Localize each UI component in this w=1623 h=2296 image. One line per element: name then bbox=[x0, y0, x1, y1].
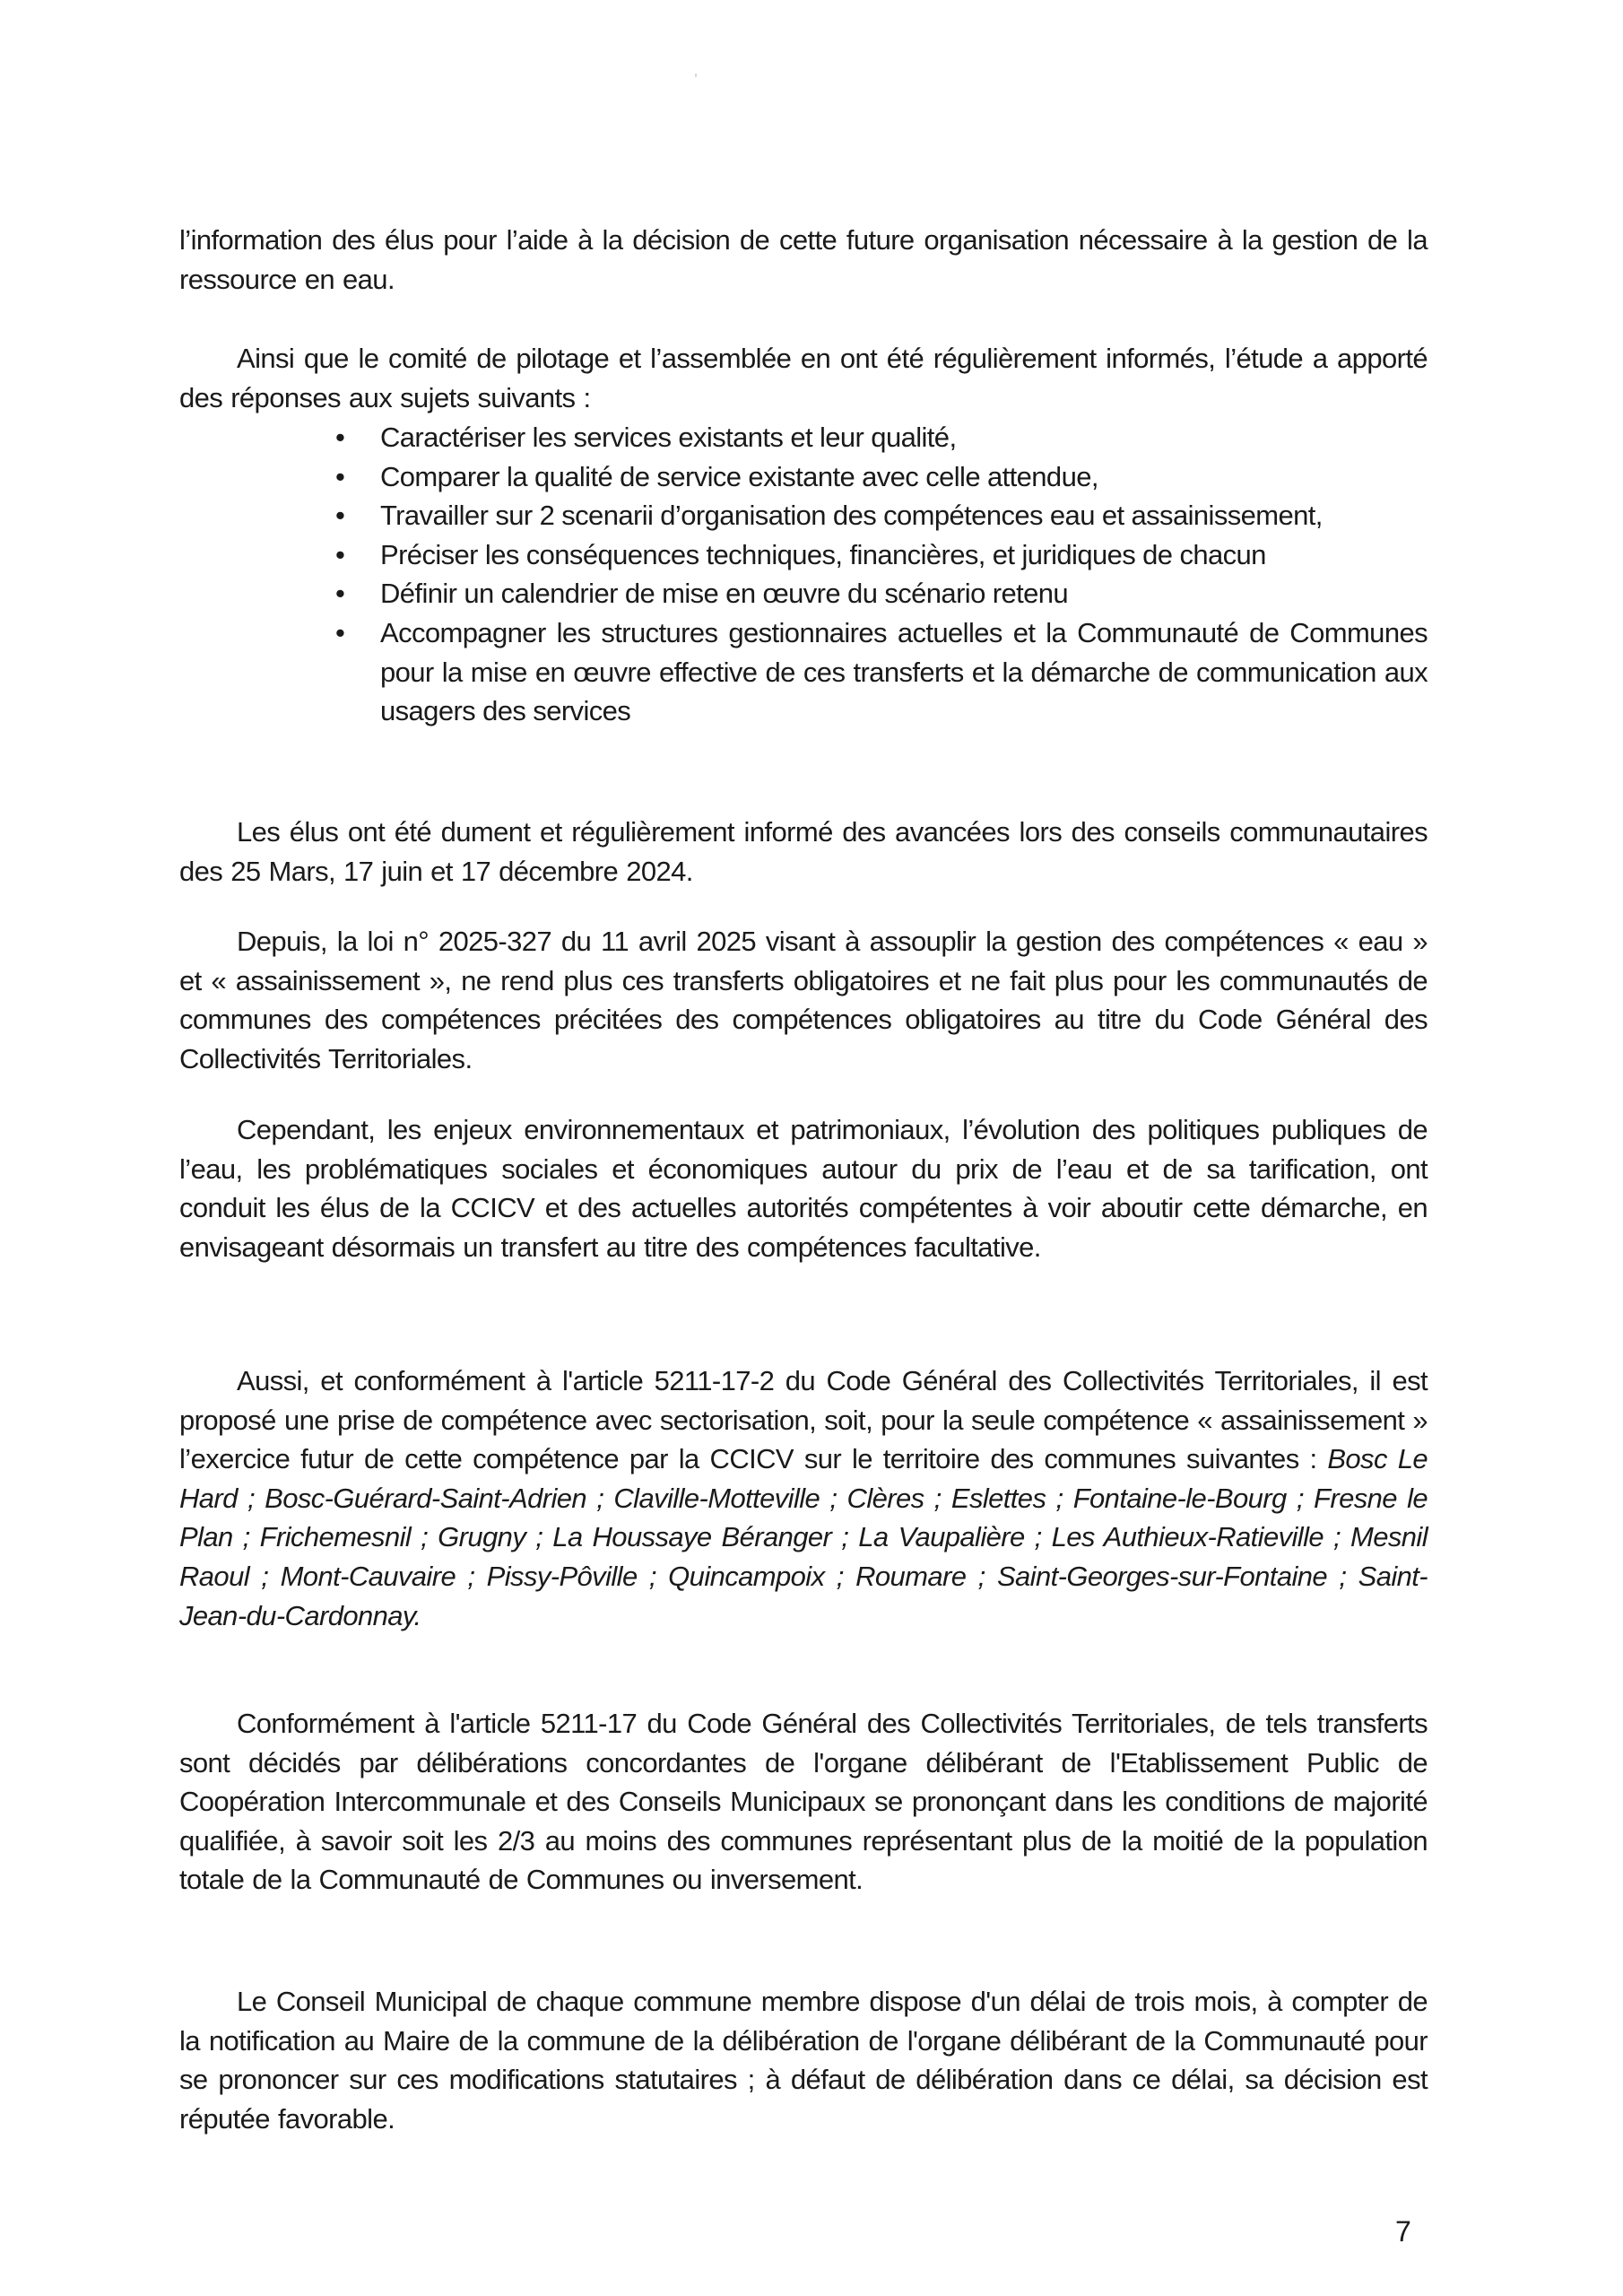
paragraph-majorite-qualifiee bbox=[179, 1704, 1428, 1900]
paragraph-elus-informes bbox=[179, 813, 1428, 891]
paragraph-text: Les élus ont été dument et régulièrement informé des avancées lors des conseils communautaires des 25 Mars, 17 juin et 17 décembre 2024. bbox=[179, 816, 1428, 887]
bullet-icon: • bbox=[335, 460, 345, 492]
bullet-icon: • bbox=[335, 616, 345, 648]
page-number: 7 bbox=[1395, 2215, 1411, 2248]
study-topics-list bbox=[334, 418, 1428, 731]
list-item: • Préciser les conséquences techniques, financières, et juridiques de chacun bbox=[334, 535, 1428, 575]
paragraph-text: Le Conseil Municipal de chaque commune membre dispose d'un délai de trois mois, à compter de la notification au Maire de la commune de la délibération de l'organe délibérant de la Communauté pour se prononcer sur ces modifications statutaires ; à défaut de délibération dans ce délai, sa décision est réputée favorable. bbox=[179, 1986, 1428, 2135]
paragraph-etude-intro bbox=[179, 339, 1428, 417]
paragraph-text: Conformément à l'article 5211-17 du Code Général des Collectivités Territoriales, de tels transferts sont décidés par délibérations concordantes de l'organe délibérant de l'Etablissement Public de Coopération Intercommunale et des Conseils Municipaux se prononçant dans les conditions de majorité qualifiée, à savoir soit les 2/3 au moins des communes représentant plus de la moitié de la population totale de la Communauté de Communes ou inversement. bbox=[179, 1708, 1428, 1896]
paragraph-information bbox=[179, 221, 1428, 299]
list-item: • Caractériser les services existants et leur qualité, bbox=[334, 418, 1428, 457]
paragraph-text: Depuis, la loi n° 2025-327 du 11 avril 2025 visant à assouplir la gestion des compétences « eau » et « assainissement », ne rend plus ces transferts obligatoires et ne fait plus pour les communautés de communes des compétences précitées des compétences obligatoires au titre du Code Général des Collectivités Territoriales. bbox=[179, 926, 1428, 1074]
list-item: • Définir un calendrier de mise en œuvre du scénario retenu bbox=[334, 574, 1428, 613]
list-item: • Comparer la qualité de service existante avec celle attendue, bbox=[334, 457, 1428, 497]
communes-list: Bosc Le Hard ; Bosc-Guérard-Saint-Adrien ; Claville-Motteville ; Clères ; Eslettes ; Fontaine-le-Bourg ; Fresne le Plan ; Frichemesnil ; Grugny ; La Houssaye Béranger ; La Vaupalière ; Les Authieux-Ratieville ; Mesnil Raoul ; Mont-Cauvaire ; Pissy-Pôville ; Quincampoix ; Roumare ; Saint-Georges-sur-Fontaine ; Saint-Jean-du-Cardonnay. bbox=[179, 1443, 1428, 1631]
list-item: • Travailler sur 2 scenarii d’organisation des compétences eau et assainissement, bbox=[334, 496, 1428, 535]
paragraph-enjeux bbox=[179, 1110, 1428, 1266]
paragraph-text: Aussi, et conformément à l'article 5211-17-2 du Code Général des Collectivités Territoriales, il est proposé une prise de compétence avec sectorisation, soit, pour la seule compétence « assainissement » l’exercice futur de cette compétence par la CCICV sur le territoire des communes suivantes : Bosc Le Hard ; Bosc-Guérard-Saint-Adrien ; Claville-Motteville ; Clères ; Eslettes ; Fontaine-le-Bourg ; Fresne le Plan ; Frichemesnil ; Grugny ; La Houssaye Béranger ; La Vaupalière ; Les Authieux-Ratieville ; Mesnil Raoul ; Mont-Cauvaire ; Pissy-Pôville ; Quincampoix ; Roumare ; Saint-Georges-sur-Fontaine ; Saint-Jean-du-Cardonnay. bbox=[179, 1365, 1428, 1631]
paragraph-text: Cependant, les enjeux environnementaux et patrimoniaux, l’évolution des politiques publiques de l’eau, les problématiques sociales et économiques autour du prix de l’eau et de sa tarification, ont conduit les élus de la CCICV et des actuelles autorités compétentes à voir aboutir cette démarche, en envisageant désormais un transfert au titre des compétences facultative. bbox=[179, 1114, 1428, 1263]
paragraph-delai-trois-mois bbox=[179, 1982, 1428, 2138]
bullet-icon: • bbox=[335, 500, 345, 532]
paragraph-loi-2025 bbox=[179, 922, 1428, 1078]
bullet-icon: • bbox=[335, 422, 345, 453]
scan-speck bbox=[695, 74, 697, 77]
bullet-icon: • bbox=[335, 538, 345, 570]
bullet-icon: • bbox=[335, 578, 345, 610]
list-item: • Accompagner les structures gestionnaires actuelles et la Communauté de Communes pour la mise en œuvre effective de ces transferts et la démarche de communication aux usagers des services bbox=[334, 613, 1428, 731]
paragraph-text: Ainsi que le comité de pilotage et l’assemblée en ont été régulièrement informés, l’étude a apporté des réponses aux sujets suivants : bbox=[179, 343, 1428, 413]
paragraph-sectorisation bbox=[179, 1361, 1428, 1635]
paragraph-text: l’information des élus pour l’aide à la décision de cette future organisation nécessaire à la gestion de la ressource en eau. bbox=[179, 224, 1428, 295]
